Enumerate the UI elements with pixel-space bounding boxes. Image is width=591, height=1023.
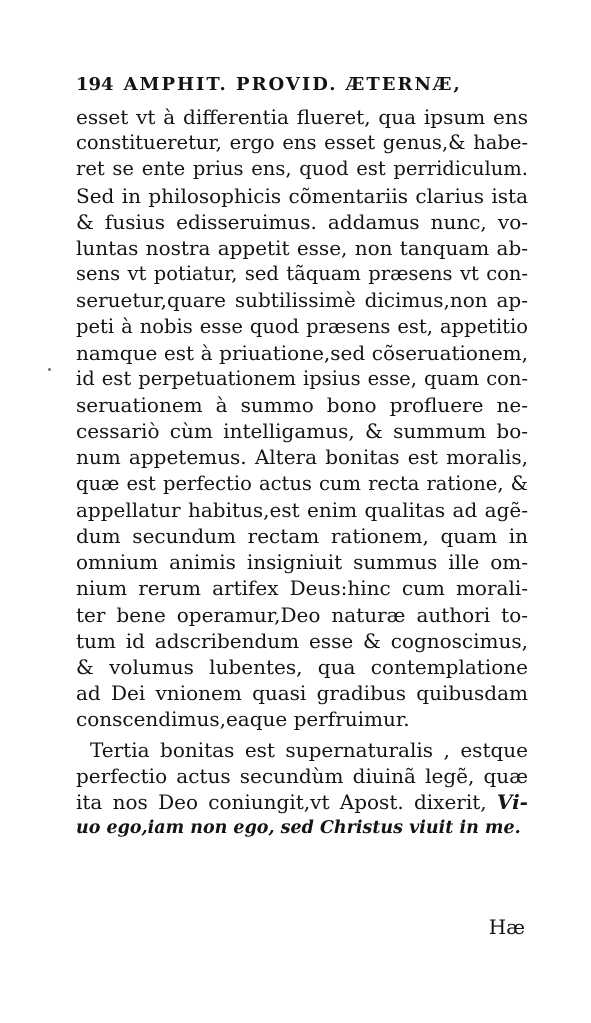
text-line: conscendimus,eaque perfruimur. bbox=[76, 707, 410, 732]
text-line: constitueretur, ergo ens esset genus,& habe- bbox=[76, 131, 528, 155]
running-title: AMPHIT. PROVID. ÆTERNÆ, bbox=[123, 74, 462, 95]
text-line: Tertia bonitas est supernaturalis , estque bbox=[90, 737, 528, 762]
text-line: ret se ente prius ens, quod est perridiculum. bbox=[76, 157, 528, 181]
text-line: & fusius edisseruimus. addamus nunc, vo- bbox=[76, 209, 528, 234]
text-line: & volumus lubentes, qua contemplatione bbox=[76, 654, 528, 679]
text-line: quæ est perfectio actus cum recta ratione, & bbox=[76, 471, 528, 495]
text-line: tum id adscribendum esse & cognoscimus, bbox=[76, 628, 528, 653]
text-line: num appetemus. Altera bonitas est moralis, bbox=[76, 445, 528, 470]
text-line bbox=[76, 815, 528, 841]
text-line: Sed in philosophicis cõmentariis clarius ista bbox=[76, 183, 528, 208]
text-line: dum secundum rectam rationem, quam in bbox=[76, 524, 528, 548]
text-line: ter bene operamur,Deo naturæ authori to- bbox=[76, 602, 528, 627]
text-line: sens vt potiatur, sed tãquam præsens vt con- bbox=[76, 262, 528, 286]
quotation-run: Vi- bbox=[496, 789, 528, 814]
quotation-run: uo ego,iam non ego, sed Christus viuit in me. bbox=[76, 818, 521, 839]
catchword: Hæ bbox=[488, 915, 525, 939]
text-line: id est perpetuationem ipsius esse, quam con- bbox=[76, 366, 528, 390]
running-header bbox=[76, 74, 516, 104]
text-line: seruetur,quare subtilissimè dicimus,non ap- bbox=[76, 288, 528, 313]
text-line bbox=[76, 789, 528, 815]
text-line: omnium animis insigniuit summus ille om- bbox=[76, 550, 528, 575]
text-run: ita nos Deo coniungit,vt Apost. dixerit, bbox=[76, 789, 497, 814]
text-line: nium rerum artifex Deus:hinc cum morali- bbox=[76, 576, 528, 601]
text-line: appellatur habitus,est enim qualitas ad agẽ- bbox=[76, 497, 528, 522]
text-line: luntas nostra appetit esse, non tanquam ab- bbox=[76, 235, 528, 260]
text-line: peti à nobis esse quod præsens est, appetitio bbox=[76, 314, 528, 338]
text-line: namque est à priuatione,sed cõseruationem, bbox=[76, 340, 528, 365]
text-line: cessariò cùm intelligamus, & summum bo- bbox=[76, 419, 528, 444]
text-line: esset vt à differentia flueret, qua ipsum ens bbox=[76, 105, 528, 129]
text-line: perfectio actus secundùm diuinã legẽ, quæ bbox=[76, 763, 528, 788]
text-block bbox=[76, 104, 528, 841]
page-number: 194 bbox=[76, 74, 114, 95]
text-line: ad Dei vnionem quasi gradibus quibusdam bbox=[76, 681, 528, 706]
print-speck bbox=[48, 368, 51, 371]
text-line: seruationem à summo bono profluere ne- bbox=[76, 393, 528, 418]
